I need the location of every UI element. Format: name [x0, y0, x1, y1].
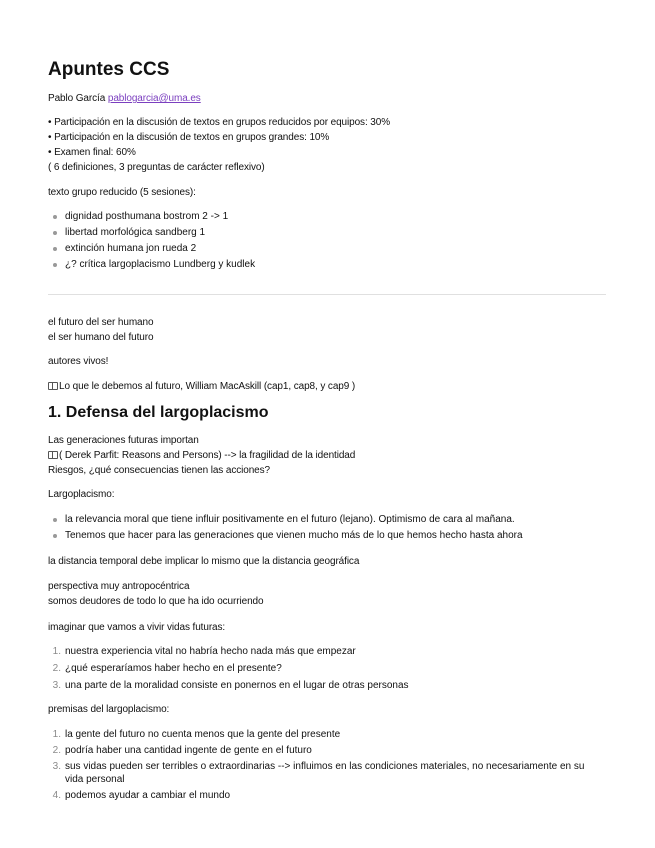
list-item-text: ¿qué esperaríamos haber hecho en el presente? — [65, 663, 282, 674]
list-item — [48, 789, 608, 802]
list-item: ¿? crítica largoplacismo Lundberg y kudlek — [48, 258, 608, 271]
list-item: dignidad posthumana bostrom 2 -> 1 — [48, 210, 608, 223]
premisas-list — [48, 728, 608, 802]
list-item-text: nuestra experiencia vital no habría hecho nada más que empezar — [65, 646, 356, 657]
evaluation-line: • Examen final: 60% — [48, 147, 136, 158]
text-line: autores vivos! — [48, 356, 109, 367]
text-line: Riesgos, ¿qué consecuencias tienen las acciones? — [48, 465, 271, 476]
list-item — [48, 744, 608, 757]
list-item: la relevancia moral que tiene influir positivamente en el futuro (lejano). Optimismo de cara al mañana. — [48, 513, 608, 526]
text-line: la distancia temporal debe implicar lo mismo que la distancia geográfica — [48, 556, 360, 567]
list-item-text: podemos ayudar a cambiar el mundo — [65, 790, 231, 801]
text-line: el ser humano del futuro — [48, 332, 154, 343]
list-number: 2. — [52, 745, 61, 756]
book-reference-text: Lo que le debemos al futuro, William MacAskill (cap1, cap8, y cap9 ) — [59, 381, 356, 392]
list-number: 3. — [52, 680, 61, 691]
list-item — [48, 662, 608, 675]
text-line: Largoplacismo: — [48, 489, 115, 500]
text-line: el futuro del ser humano — [48, 317, 154, 328]
evaluation-note: ( 6 definiciones, 3 preguntas de carácter reflexivo) — [48, 162, 265, 173]
list-item-text: podría haber una cantidad ingente de gente en el futuro — [65, 745, 312, 756]
section-heading: 1. Defensa del largoplacismo — [48, 404, 269, 421]
text-line: Las generaciones futuras importan — [48, 435, 199, 446]
small-group-heading: texto grupo reducido (5 sesiones): — [48, 187, 196, 198]
list-item — [48, 760, 605, 786]
text-line: perspectiva muy antropocéntrica — [48, 581, 190, 592]
text-line-content: ( Derek Parfit: Reasons and Persons) --> la fragilidad de la identidad — [59, 450, 356, 461]
text-line — [48, 449, 355, 462]
author-email-link[interactable]: pablogarcia@uma.es — [107, 93, 201, 104]
author-line — [48, 92, 201, 105]
list-item: Tenemos que hacer para las generaciones que vienen mucho más de lo que hemos hecho hasta ahora — [48, 529, 608, 542]
divider — [48, 294, 606, 295]
largoplacismo-list — [48, 513, 608, 542]
list-item-text: una parte de la moralidad consiste en ponernos en el lugar de otras personas — [65, 680, 409, 691]
book-icon — [48, 451, 58, 459]
book-icon — [48, 382, 58, 390]
list-number: 4. — [52, 790, 61, 801]
list-number: 1. — [52, 646, 61, 657]
list-item — [48, 728, 608, 741]
list-item-text: sus vidas pueden ser terribles o extraordinarias --> influimos en las condiciones materiales, no necesariamente en su vida personal — [65, 761, 585, 785]
imaginar-list — [48, 645, 608, 692]
list-item-text: la gente del futuro no cuenta menos que la gente del presente — [65, 729, 341, 740]
book-reference — [48, 380, 355, 393]
text-line: premisas del largoplacismo: — [48, 704, 170, 715]
small-group-list — [48, 210, 608, 271]
list-item: libertad morfológica sandberg 1 — [48, 226, 608, 239]
list-item — [48, 645, 608, 658]
text-line: somos deudores de todo lo que ha ido ocurriendo — [48, 596, 264, 607]
list-number: 1. — [52, 729, 61, 740]
list-number: 2. — [52, 663, 61, 674]
evaluation-line: • Participación en la discusión de textos en grupos grandes: 10% — [48, 132, 330, 143]
text-line: imaginar que vamos a vivir vidas futuras: — [48, 622, 226, 633]
author-name: Pablo García — [48, 93, 106, 104]
evaluation-line: • Participación en la discusión de textos en grupos reducidos por equipos: 30% — [48, 117, 391, 128]
list-item — [48, 679, 608, 692]
list-item: extinción humana jon rueda 2 — [48, 242, 608, 255]
page-title: Apuntes CCS — [48, 59, 170, 80]
list-number: 3. — [52, 761, 61, 772]
